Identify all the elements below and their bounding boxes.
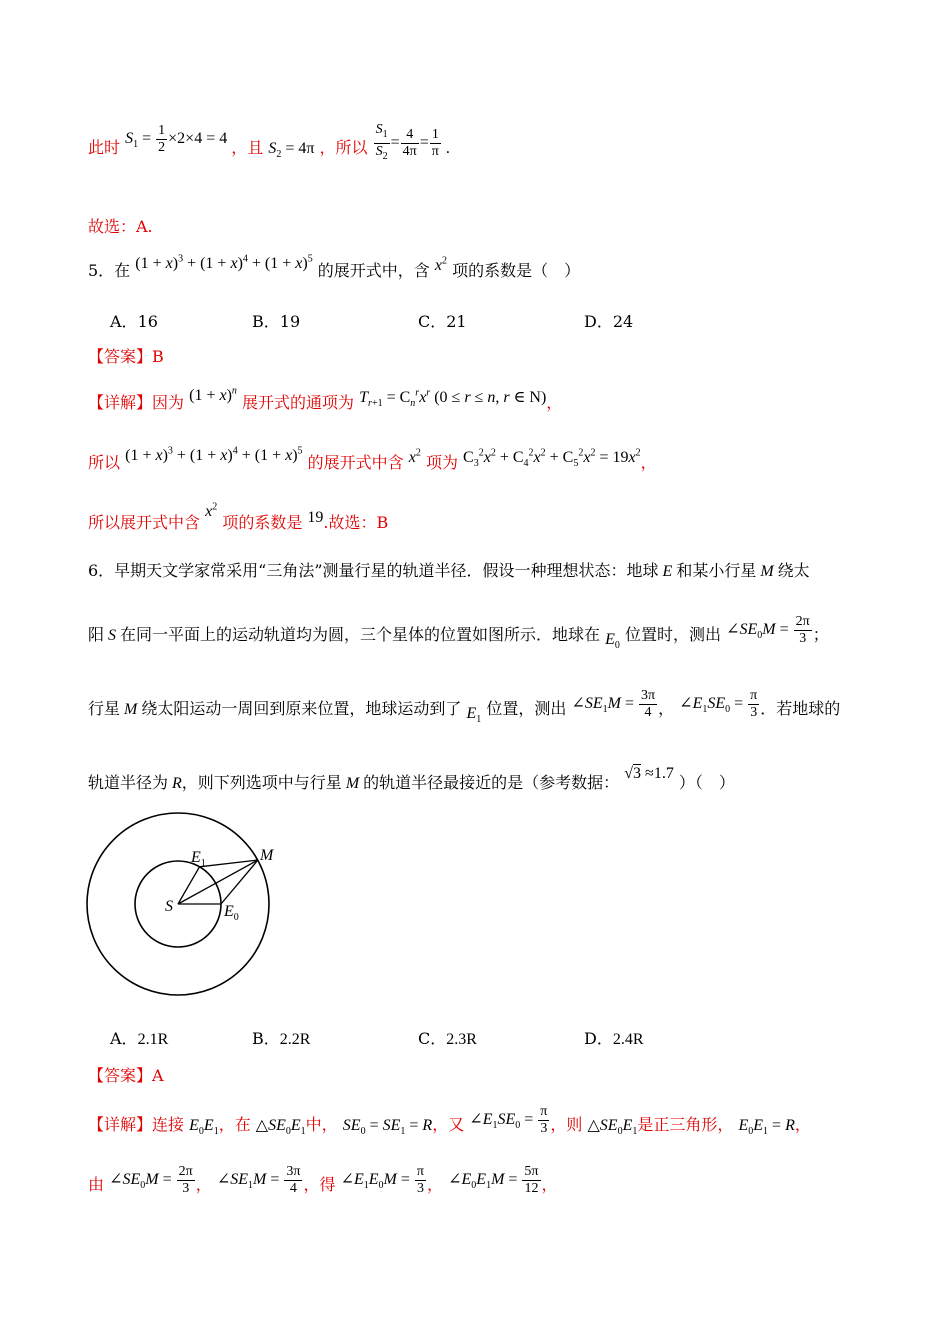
q6-answer-value: A: [152, 1066, 164, 1085]
q5-option-a[interactable]: A．16: [110, 312, 158, 331]
angle-e1se0: $\angle E_1SE_0$ = $\frac{\pi}{3}$: [679, 688, 758, 720]
q5-general-term: $T_{r+1} = C_n^rx^r$ (0 ≤ r ≤ n, r ∈ N): [359, 387, 547, 410]
q6-detail1-a: 连接: [152, 1115, 185, 1135]
q5-option-c[interactable]: C．21: [418, 312, 467, 331]
q6-answer-tag: 【答案】: [88, 1066, 153, 1085]
label-m: M: [260, 847, 274, 864]
angle-se0m: $\angle SE_0M$ = $\frac{2\pi}{3}$: [726, 614, 810, 646]
q6-line1-a: 6．早期天文学家常采用“三角法”测量行星的轨道半径．假设一种理想状态：地球: [88, 561, 659, 580]
q6-detail1-f: 是正三角形，: [637, 1115, 734, 1135]
label-s: S: [165, 898, 173, 915]
var-m-2: M: [120, 701, 142, 719]
q6-detail1-b: ，在: [218, 1115, 251, 1135]
q5-stem-end: 项的系数是（ ）: [452, 261, 581, 280]
q5-detail3-b: 项的系数是: [222, 513, 303, 532]
line-s1-s2: [88, 122, 450, 171]
q5-detail2-c: 项为: [425, 453, 458, 472]
q6-detail2-c: ，得: [303, 1175, 336, 1195]
q6-detail1-end: ，: [794, 1115, 811, 1135]
q6-line3-d: ，: [658, 699, 675, 719]
q6-detail2-b: ，: [195, 1175, 212, 1195]
q5-option-d[interactable]: D．24: [584, 312, 634, 331]
angle-e1se0-b: $\angle E_1SE_0$ = $\frac{\pi}{3}$: [469, 1104, 548, 1136]
q6-detail2-a: 由: [88, 1175, 105, 1195]
q5-detail-2: [88, 445, 657, 475]
formula-s2: $S_2 = 4\pi$: [268, 139, 315, 161]
q6-line4-b: ，则下列选项中与行星: [181, 773, 342, 792]
q6-line4-end: ）（ ）: [678, 773, 735, 792]
q6-detail1-d: ，又: [432, 1115, 465, 1135]
q6-line4-a: 轨道半径为: [88, 773, 169, 792]
q5-detail1-b: 展开式的通项为: [242, 393, 355, 412]
q5-stem-mid: 的展开式中，含: [317, 261, 430, 280]
q5-detail-3: [88, 501, 389, 533]
q5-answer-tag: 【答案】: [88, 347, 153, 366]
seg-e0e1: $E_0E_1$: [189, 1117, 219, 1138]
triangle-se0e1-b: $\triangle SE_0E_1$: [587, 1117, 638, 1138]
sqrt3-approx: √3 ≈1.7: [624, 765, 674, 782]
eq-e0e1: $E_0E_1 = R$: [738, 1117, 795, 1138]
text-period: .: [445, 139, 450, 157]
q5-detail-1: [88, 385, 563, 415]
q5-detail1-end: ，: [546, 393, 563, 412]
q5-detail2-end: ，: [640, 453, 657, 472]
triangle-se0e1: $\triangle SE_0E_1$: [255, 1117, 306, 1138]
q6-detail2-end: ，: [541, 1175, 558, 1195]
text-and: ，且: [231, 137, 264, 157]
q6-line2-b: 在同一平面上的运动轨道均为圆，三个星体的位置如图所示．地球在: [120, 625, 601, 645]
q5-detail2-a: 所以: [88, 453, 121, 472]
q5-detail3-end: .故选：B: [323, 513, 389, 532]
segment-e1-m: [200, 860, 259, 867]
q6-line2-c: 位置时，测出: [625, 625, 722, 645]
angle-e0e1m: $\angle E_0E_1M$ = $\frac{5\pi}{12}$: [448, 1164, 539, 1196]
q5-detail-tag: 【详解】: [88, 393, 153, 412]
q6-option-d[interactable]: D．2.4R: [584, 1029, 644, 1048]
q6-detail1-e: ，则: [550, 1115, 583, 1135]
q6-detail-2: [88, 1164, 558, 1203]
q6-line-1: [88, 558, 810, 581]
q6-line3-c: 位置，测出: [486, 699, 567, 719]
q5-x2: $x^2$: [434, 255, 448, 274]
q6-line-2: [88, 614, 829, 653]
q5-detail3-a: 所以展开式中含: [88, 513, 201, 532]
formula-s1: $S_1$ = $\frac{1}{2}$ ×2×4 = 4: [125, 122, 232, 155]
q5-expression-2: $(1 + x)^3 + (1 + x)^4 + (1 + x)^5$: [125, 445, 303, 464]
q5-answer-value: B: [152, 347, 164, 366]
q5-coefficient: 19: [307, 509, 324, 526]
q5-number: 5．在: [88, 261, 131, 280]
angle-se1m: $\angle SE_1M$ = $\frac{3\pi}{4}$: [571, 688, 656, 720]
q6-line4-c: 的轨道半径最接近的是（参考数据：: [363, 773, 620, 792]
q6-detail-1: [88, 1104, 811, 1143]
q6-option-a[interactable]: A．2.1R: [110, 1029, 169, 1048]
var-e0: $E_0$: [605, 631, 620, 652]
q6-option-c[interactable]: C．2.3R: [418, 1029, 477, 1048]
q6-detail1-c: 中，: [305, 1115, 338, 1135]
q5-detail1-a: 因为: [152, 393, 185, 412]
q6-line2-a: 阳: [88, 625, 105, 645]
segment-e0-m: [221, 860, 258, 904]
q6-line1-c: 绕太: [777, 561, 810, 580]
eq-se0-se1: $SE_0 = SE_1 = R$: [342, 1117, 433, 1138]
var-s: S: [104, 627, 121, 645]
formula-ratio: $\frac{S_1}{S_2}$ = $\frac{4}{4\pi}$ = $\frac{1}{\pi}$: [375, 122, 439, 162]
var-m: M: [756, 563, 778, 580]
q6-line2-end: ；: [812, 625, 829, 645]
q6-line1-b: 和某小行星: [676, 561, 757, 580]
q6-line-3: [88, 688, 841, 727]
label-e0: $E_0$: [224, 903, 239, 923]
q6-detail2-d: ，: [426, 1175, 443, 1195]
var-m-3: M: [341, 775, 364, 792]
choice-line: 故选：A.: [88, 217, 153, 236]
label-e1: $E_1$: [191, 849, 206, 869]
q5-x2-c: $x^2$: [205, 501, 218, 520]
q6-line3-end: ．若地球的: [760, 699, 841, 719]
text-so: ，所以: [319, 137, 368, 157]
angle-se1m-b: $\angle SE_1M$ = $\frac{3\pi}{4}$: [216, 1164, 301, 1196]
q5-answer: [88, 344, 164, 367]
var-e1: $E_1$: [466, 705, 482, 726]
q6-option-b[interactable]: B．2.2R: [252, 1029, 311, 1048]
angle-e1e0m: $\angle E_1E_0M$ = $\frac{\pi}{3}$: [340, 1164, 424, 1196]
var-r: R: [168, 775, 182, 792]
q5-sum: $C_3^2x^2 + C_4^2x^2 + C_5^2x^2 = 19x^2$: [463, 447, 641, 470]
q5-binomial: $(1 + x)^n$: [189, 385, 237, 404]
orbit-figure: [78, 804, 278, 1004]
var-e: E: [658, 563, 677, 580]
q5-expression: $(1 + x)^3 + (1 + x)^4 + (1 + x)^5$: [135, 253, 313, 272]
q6-line3-a: 行星: [88, 699, 121, 719]
q6-answer: [88, 1063, 164, 1086]
q5-x2-b: $x^2$: [408, 447, 421, 466]
q6-line-4: [88, 765, 735, 793]
q5-option-b[interactable]: B．19: [252, 312, 301, 331]
text-prefix: 此时: [88, 137, 121, 157]
q6-detail-tag: 【详解】: [88, 1115, 153, 1135]
angle-se0m-b: $\angle SE_0M$ = $\frac{2\pi}{3}$: [109, 1164, 193, 1196]
q6-line3-b: 绕太阳运动一周回到原来位置，地球运动到了: [141, 699, 462, 719]
q5-stem: [88, 253, 581, 281]
q5-detail2-b: 的展开式中含: [307, 453, 404, 472]
